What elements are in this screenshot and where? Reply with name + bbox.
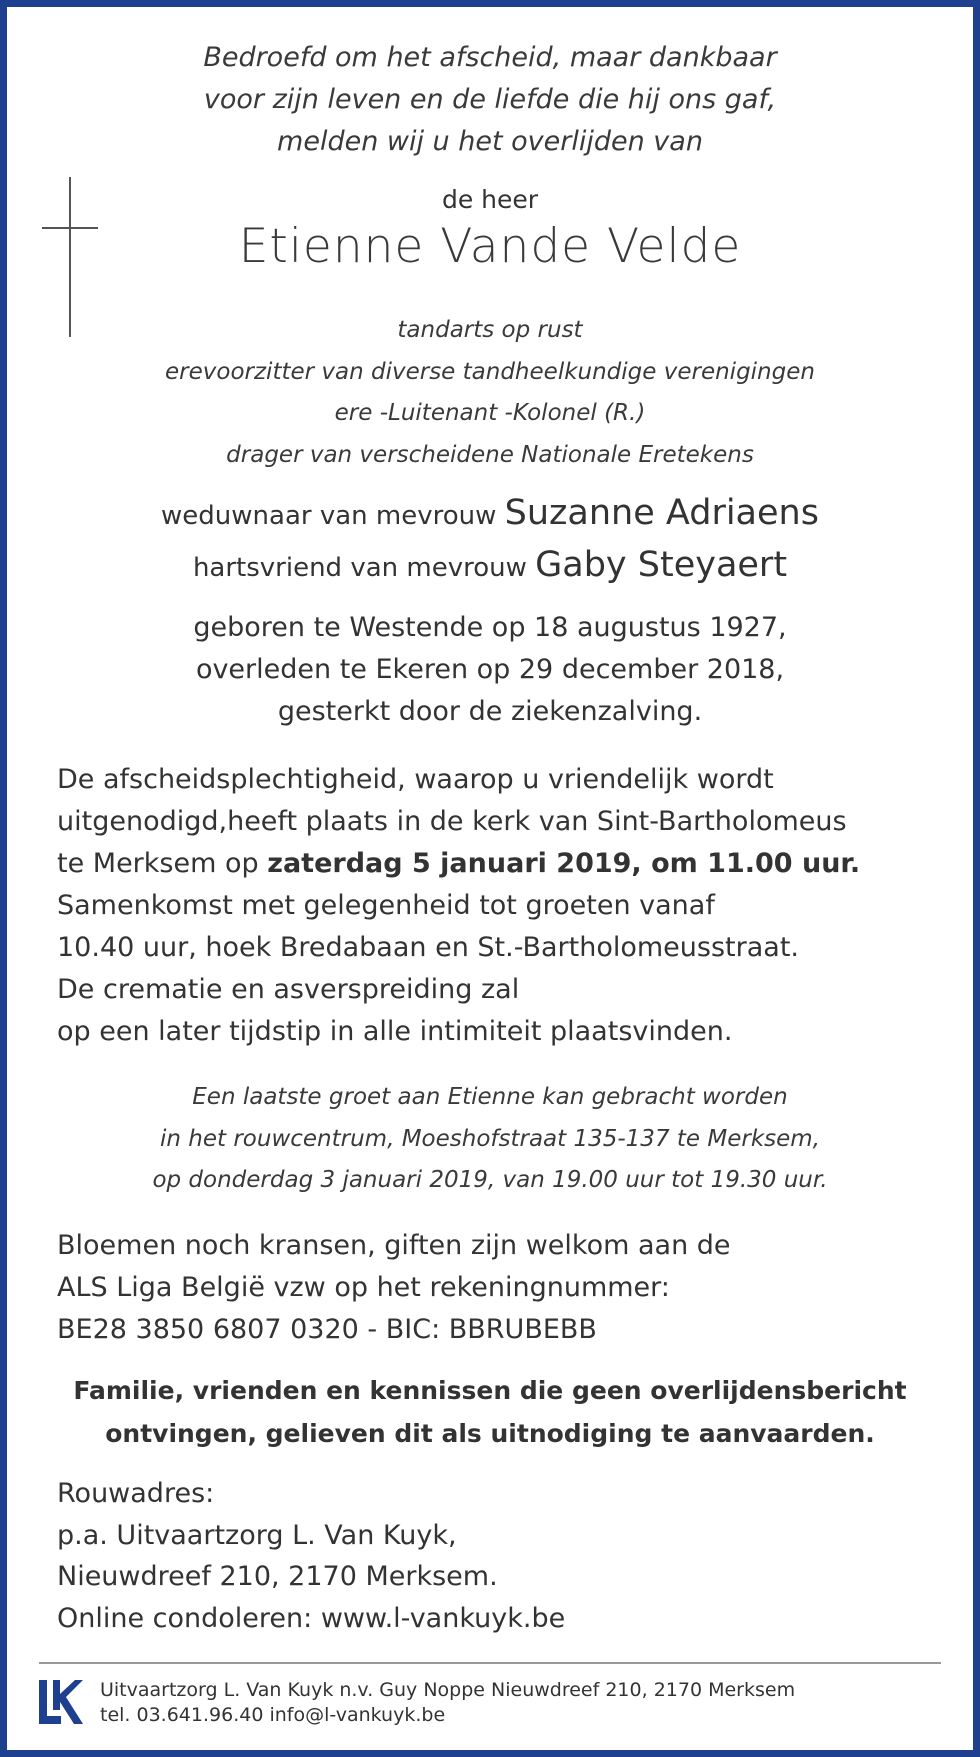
friend-name: Gaby Steyaert <box>535 545 788 585</box>
honorific: de heer <box>441 185 539 214</box>
ceremony-prefix: te Merksem op <box>57 848 259 879</box>
widower-prefix: weduwnaar van mevrouw <box>161 501 497 531</box>
address-line: Rouwadres: <box>57 1478 215 1509</box>
intro-line: melden wij u het overlijden van <box>277 126 703 157</box>
deceased-name: Etienne Vande Velde <box>238 219 742 274</box>
address-line: p.a. Uitvaartzorg L. Van Kuyk, <box>57 1519 457 1551</box>
address-line: Online condoleren: www.l-vankuyk.be <box>57 1602 566 1634</box>
donation-line: BE28 3850 6807 0320 - BIC: BBRUBEBB <box>57 1314 597 1345</box>
visitation-details <box>7 1077 973 1202</box>
mourning-address <box>57 1473 565 1639</box>
ceremony-line: De afscheidsplechtigheid, waarop u vriendelijk wordt <box>57 764 774 795</box>
ceremony-line: 10.40 uur, hoek Bredabaan en St.-Bartholomeusstraat. <box>57 932 799 963</box>
friend-prefix: hartsvriend van mevrouw <box>192 553 527 583</box>
widower-line <box>7 487 973 542</box>
title-line: tandarts op rust <box>397 317 583 343</box>
family-line: Familie, vrienden en kennissen die geen overlijdensbericht <box>73 1376 907 1405</box>
friend-line <box>7 539 973 594</box>
family-line: ontvingen, gelieven dit als uitnodiging te aanvaarden. <box>105 1419 875 1448</box>
title-line: erevoorzitter van diverse tandheelkundige verenigingen <box>165 358 815 385</box>
ceremony-line: op een later tijdstip in alle intimiteit plaatsvinden. <box>57 1016 733 1047</box>
ceremony-line: De crematie en asverspreiding zal <box>57 974 520 1005</box>
ceremony-datetime: zaterdag 5 januari 2019, om 11.00 uur. <box>267 848 861 879</box>
ceremony-line: Samenkomst met gelegenheid tot groeten vanaf <box>57 890 715 921</box>
visit-line: Een laatste groet aan Etienne kan gebracht worden <box>192 1084 788 1110</box>
title-line: drager van verscheidene Nationale Eretekens <box>226 441 754 468</box>
date-line: gesterkt door de ziekenzalving. <box>277 696 703 727</box>
visit-line: in het rouwcentrum, Moeshofstraat 135-137 te Merksem, <box>160 1125 820 1152</box>
intro-text <box>7 37 973 163</box>
deceased-titles <box>7 310 973 476</box>
ceremony-details <box>57 759 860 1053</box>
footer-phone-email: tel. 03.641.96.40 info@l-vankuyk.be <box>100 1704 446 1726</box>
title-line: ere -Luitenant -Kolonel (R.) <box>334 400 646 426</box>
life-dates <box>7 607 973 733</box>
visit-line: op donderdag 3 januari 2019, van 19.00 uur tot 19.30 uur. <box>152 1167 828 1193</box>
address-line: Nieuwdreef 210, 2170 Merksem. <box>57 1561 498 1592</box>
donation-line: Bloemen noch kransen, giften zijn welkom aan de <box>57 1230 731 1261</box>
divider <box>39 1662 941 1664</box>
date-line: overleden te Ekeren op 29 december 2018, <box>195 654 785 685</box>
donation-details <box>57 1225 731 1351</box>
intro-line: voor zijn leven en de liefde die hij ons gaf, <box>203 84 777 115</box>
family-notice <box>7 1369 973 1455</box>
date-line: geboren te Westende op 18 augustus 1927, <box>193 612 787 643</box>
ceremony-line <box>57 843 860 885</box>
spouse-name: Suzanne Adriaens <box>504 493 819 533</box>
intro-line: Bedroefd om het afscheid, maar dankbaar <box>203 42 777 73</box>
funeral-home-logo-icon <box>39 1680 83 1724</box>
ceremony-line: uitgenodigd,heeft plaats in de kerk van Sint-Bartholomeus <box>57 806 847 837</box>
donation-line: ALS Liga België vzw op het rekeningnummer: <box>57 1272 670 1303</box>
footer-company: Uitvaartzorg L. Van Kuyk n.v. Guy Noppe Nieuwdreef 210, 2170 Merksem <box>100 1679 796 1701</box>
footer-contact <box>100 1678 795 1728</box>
